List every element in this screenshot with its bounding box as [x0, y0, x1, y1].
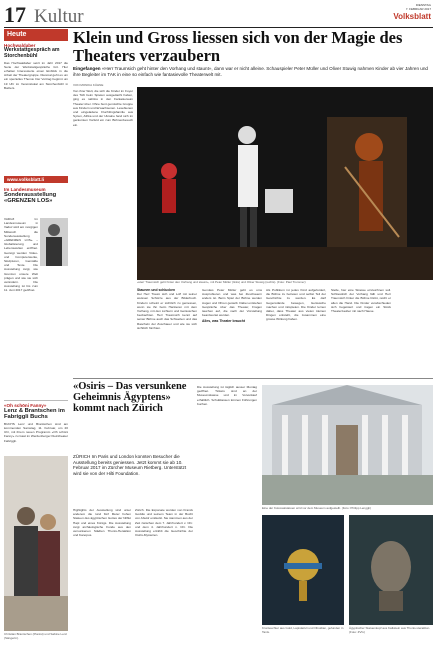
sidebar-item-3 — [4, 403, 68, 443]
article-column-1: Von ihrer Welt, die sich die Kinder im Foyer des TAK beim Spielen ausgedacht haben, ging es nahtlos in den Fantasieraum Theater über. Ohne bunt gemischte Gruppe aus Kindern und Erwachsenen. Lesebienen und eingeladene Fluchtlingsfamilie aus Syrien, Afrika und der Ukraine fand sich im geräumten Vorfeld ein zum Bühnenbesuch ein. — [73, 89, 133, 127]
article-column-2: Zürich. Die Exponate wurden von Franck Goddio und seinem Team in der Bucht von Abukir entdeckt. Sie stammen aus der Zeit zwischen dem 7. Jahrhundert v. Chr. und dem 4. Jahrhundert n. Chr. Die Ausstellung erzählt die Geschichte der Osiris-Mysterien. — [135, 508, 193, 538]
article-byline: VON MONIKA KÜHNE — [73, 83, 104, 87]
sidebar-item-body: VADUZ Im Landesmuseum in Vaduz wird am morgigen Mittwoch die Sonderausstellung «GRENZEN LOS» – Globalisierung und Lebenswelten eröffnet. Gezeigt werden Video- und Computerwerke, Skulpturen, Gemälde und Texte. Die Ausstellung zeigt, wie Grenzen unsere Welt prägen und wie sie sich verändern. Die Ausstellung ist bis zum 11. Juni 2017 geöffnet. — [4, 217, 38, 293]
museum-building-photo-icon — [262, 385, 433, 505]
article-lead: ZÜRICH Im Paris und London konnten Besucher die Ausstellung bereits geniessen. Jetzt kommt sie ab 10. Februar 2017 im Zürcher Museum Rietberg. Unterstützt wird sie von der Hilti Foundation. — [73, 454, 187, 476]
sidebar-link-bar[interactable] — [4, 176, 68, 183]
date-full: 7. FEBRUAR 2017 — [405, 6, 431, 11]
article-headline: «Osiris – Das versunkene Geheimnis Ägyptens» kommt nach Zürich — [73, 381, 187, 415]
sidebar-item-kicker: Im Landesmuseum — [4, 187, 46, 192]
article-lead-text: «Herr Traumsich geht hinter den Vorhang und staunt», dann war er nicht alleine. Schauspieler Peter Müller und Oliver Stuwig nahmen Kinder ab vier Jahren und ihre Begleiter im TAK in eine so einfach wie fantasievolle Theaterwelt mit. — [73, 66, 428, 77]
article-column-2 — [137, 288, 197, 330]
sidebar-link[interactable]: www.volksblatt.li — [7, 177, 45, 182]
article-photo — [262, 385, 433, 505]
article-photo-caption: Eine der Kolossalstatuen wird vor dem Museum aufgestellt. (Foto: Philipp Lenggli) — [262, 506, 371, 510]
article-column-4: Als Publikum ist jedes Kind aufgefordert, die Bühne zu betreten und selbst Teil der Geschichte zu werden. Es darf Gegenstände bewegen, Geräusche machen und mitspielen. Die Kinder lernen dabei, dass Theater aus vielen kleinen Dingen entsteht, die zusammen eine grosse Wirkung haben. — [266, 288, 326, 322]
article-subhead: Alles, was Theater braucht — [202, 319, 245, 324]
article-column-1: Highlights der Ausstellung sind unter anderem die rund fünf Meter hohen Statuen des ägyptischen Gottes der Nilflut Hapi und eines Königs. Die Ausstellung zeigt archäologische Funde aus den versunkenen Städten Thonis-Heraklion und Kanopus. — [73, 508, 131, 538]
sidebar-divider — [4, 400, 68, 401]
sidebar-item-title: Lenz & Brantschen im Fabriggli Buchs — [4, 408, 65, 421]
article-column-text: Gemäss Peter Müller geht es ums Ausprobieren und was bei Zuschauern anders ist. Beim Spiel der Bühne werden Augen und Ohren gestellt. Dabei entstehen Gespräche über das Theater, Fragen tauchen auf, die nach der Vorstellung beantwortet werden. — [202, 288, 262, 318]
musicians-photo-icon — [4, 456, 68, 631]
article-photo — [262, 515, 344, 625]
page-number: 17 — [4, 2, 26, 27]
article-column-text: Der Herr Traum sich und Loff mit seiner weissen Schürze aus der Bilderbuch. Kindern scheint er sichtlich zu geniessen, wenn sie ihn beim Hantieren mit dem Vorhang, mit den Lichtern und Geräuschen beobachten. Herr Traumsich kennt auf seiner Bühne auch das Schweben und das Rascheln der Zuschauer und wie sie sich sichtlich fürchten. — [137, 292, 197, 330]
date-line — [406, 4, 431, 11]
sidebar-item-body: BUCHS Lenz und Brantschen sind am kommenden Samstag, 11. Februar, um 20 Uhr, mit ihrem neuen Programm «Oh schöni Fanny» zu Gast im Werdenberger Kleintheater Fabriggli. — [4, 421, 68, 443]
gold-artifact-photo-icon — [262, 515, 344, 625]
article-lead — [73, 66, 433, 77]
sidebar-item-title: Werkstattgespräch am Storchenbühl — [4, 47, 60, 59]
sidebar-photo-caption: Christian Brantschen (Pianist) und Sabine Lenz (Sängerin). — [4, 632, 68, 640]
article-column-5: Stelle, hier eine Strasse einzeichnen soll. Schliesslich der Vorhang fällt und Herr Traumsich hinter die Bühne blickt, reicht er allen die Hand. Die Kinder verabschieden sich begeistert und tragen ein Stück Theaterzauber mit nach Hause. — [331, 288, 391, 314]
sidebar-item-kicker: Hochwaldaber — [4, 43, 36, 48]
person-figure-icon — [40, 218, 68, 266]
article-photo — [137, 87, 433, 280]
sidebar-item-body: Das Hochwaldaber setzt im Jahr 2017 die Serie der Werkstattgespräche fort. Hier erhalten Interessierte einen Einblick in die Arbeit der Theatergruppe. Diesmal geht es um ein spezielles Thema: Der Vortrag beginnt um 19 Uhr im Vereinslokal am Storchenbühl in Balzers. — [4, 60, 68, 90]
date-weekday: DIENSTAG — [415, 3, 431, 7]
theater-stage-photo-icon — [137, 87, 433, 280]
sidebar-heading: Heute — [7, 31, 27, 38]
article-headline: Klein und Gross liessen sich von der Magie des Theaters verzaubern — [73, 28, 403, 65]
sidebar-item-kicker: «Oh schöni Fanny» — [4, 403, 47, 408]
article-subhead: Staunen und schlucken — [137, 288, 176, 292]
sidebar-portrait — [40, 218, 68, 266]
article-photo-caption: Kronleuchter aus Gold, Lapislazuli und Obsidian, gefunden in Tanis. — [262, 626, 344, 634]
article-column-3: Die Ausstellung ist täglich ausser Montag geöffnet. Tickets sind an der Museumskasse und im Vorverkauf erhältlich. Schulklassen können Führungen buchen. — [197, 385, 257, 406]
sidebar-item-2 — [4, 187, 68, 205]
article-column-3 — [202, 288, 262, 324]
sidebar-item-title: Sonderausstellung «GRENZEN LOS» — [4, 192, 57, 205]
sidebar-heading-bar — [4, 29, 68, 41]
article-photo — [349, 515, 433, 625]
article-photo-caption: Ägyptischer Statuenkopf aus Kalkstein aus Thonis-Heraklion. (Foto: ZVG) — [349, 626, 431, 634]
article-photo-caption: «Herr Traumsich geht hinter den Vorhang und staunt», mit Peter Müller (links) und Oliver Stuwig (rechts). (Foto: Paul Trummer) — [137, 280, 306, 284]
article-divider — [73, 378, 433, 379]
section-title: Kultur — [34, 6, 84, 27]
statue-head-photo-icon — [349, 515, 433, 625]
sidebar-photo — [4, 456, 68, 631]
brand-logo: Volksblatt — [393, 12, 431, 21]
article-lead-kicker: Eingefangen — [73, 66, 101, 71]
sidebar-item-1 — [4, 43, 68, 90]
